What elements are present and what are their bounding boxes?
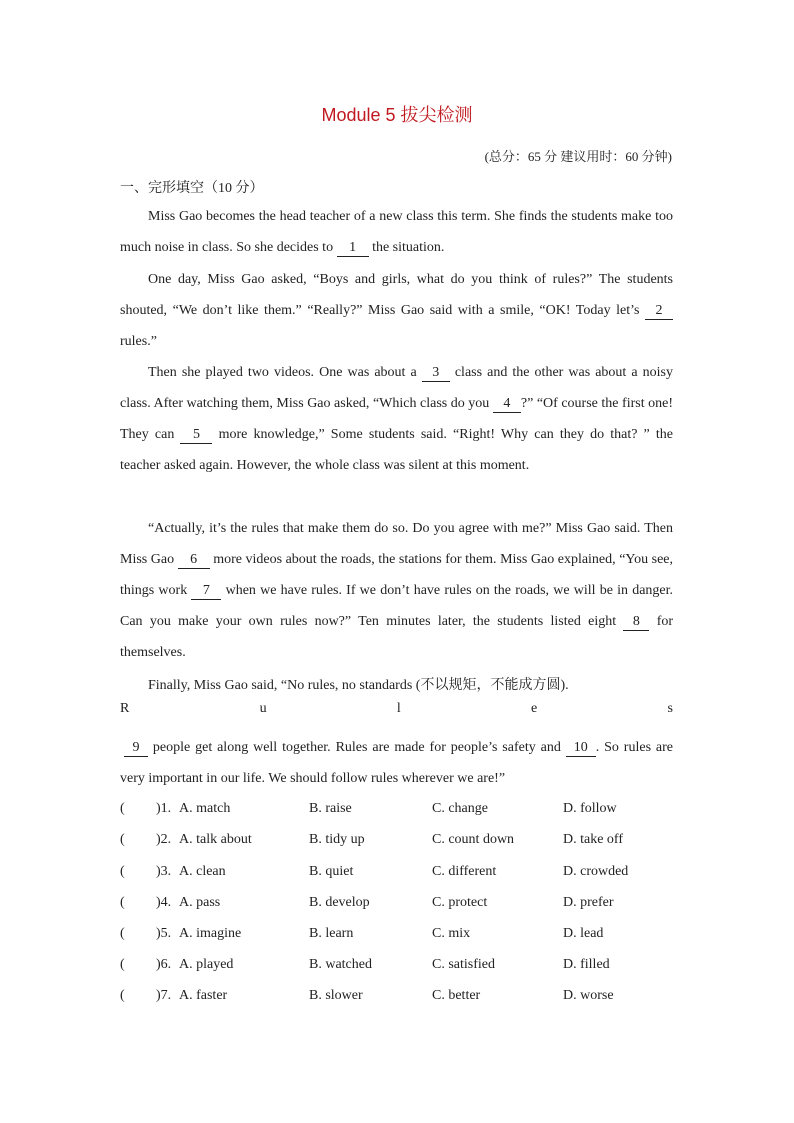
question-row [120, 988, 680, 1008]
question-number: )5. [156, 926, 172, 941]
option-d[interactable]: D. filled [563, 957, 610, 972]
text: more videos about the roads, the stations for them. Miss Gao explained, “You see, things work [120, 552, 674, 598]
paragraph-3 [120, 357, 673, 481]
option-d[interactable]: D. take off [563, 832, 623, 847]
option-a[interactable]: A. talk about [179, 832, 252, 847]
letter: u [259, 701, 267, 716]
option-b[interactable]: B. raise [309, 801, 352, 816]
option-a[interactable]: A. imagine [179, 926, 242, 941]
page-title: Module 5 拔尖检测 [321, 105, 473, 125]
score-time-info: (总分：65 分 建议用时：60 分钟) [484, 149, 672, 164]
text: the situation. [372, 240, 445, 255]
text: . So rules are very important in our life. We should follow rules wherever we are!” [120, 740, 673, 786]
text: class and the other was about a noisy class. After watching them, Miss Gao asked, “Which class do you [120, 365, 673, 411]
blank-10: 10 [566, 740, 596, 757]
question-row [120, 895, 680, 915]
option-b[interactable]: B. slower [309, 988, 363, 1003]
paragraph-2 [120, 264, 673, 357]
answer-paren[interactable]: ( [120, 864, 125, 879]
blank-2: 2 [645, 303, 673, 320]
option-c[interactable]: C. better [432, 988, 481, 1003]
answer-paren[interactable]: ( [120, 895, 125, 910]
blank-6: 6 [178, 552, 210, 569]
option-b[interactable]: B. develop [309, 895, 370, 910]
text: Then she played two videos. One was about a [148, 365, 417, 380]
text: when we have rules. If we don’t have rules on the roads, we will be in danger. Can you make your own rules now?” Ten minutes later, the students listed eight [120, 583, 674, 629]
question-number: )3. [156, 864, 172, 879]
question-number: )6. [156, 957, 172, 972]
option-d[interactable]: D. crowded [563, 864, 629, 879]
answer-paren[interactable]: ( [120, 926, 125, 941]
answer-paren[interactable]: ( [120, 988, 125, 1003]
question-row [120, 957, 680, 977]
question-row [120, 801, 680, 821]
option-c[interactable]: C. change [432, 801, 488, 816]
question-row [120, 864, 680, 884]
text: more knowledge,” Some students said. “Right! Why can they do that? ” the teacher asked again. However, the whole class was silent at this moment. [120, 427, 674, 473]
letter: l [396, 701, 401, 716]
option-a[interactable]: A. pass [179, 895, 221, 910]
option-a[interactable]: A. faster [179, 988, 228, 1003]
paragraph-1 [120, 201, 673, 263]
question-number: )7. [156, 988, 172, 1003]
question-number: )1. [156, 801, 172, 816]
option-d[interactable]: D. follow [563, 801, 617, 816]
letter: R [120, 701, 130, 716]
question-number: )2. [156, 832, 172, 847]
option-b[interactable]: B. learn [309, 926, 354, 941]
option-b[interactable]: B. watched [309, 957, 372, 972]
letter: e [531, 701, 538, 716]
blank-5: 5 [180, 427, 212, 444]
text: for themselves. [120, 614, 674, 660]
question-row [120, 926, 680, 946]
section-heading: 一、完形填空（10 分） [120, 181, 264, 196]
paragraph-5 [120, 670, 673, 701]
answer-paren[interactable]: ( [120, 801, 125, 816]
spread-letters-line [120, 701, 673, 717]
text: “Actually, it’s the rules that make them do so. Do you agree with me?” Miss Gao said. Then Miss Gao [120, 521, 673, 567]
blank-7: 7 [191, 583, 221, 600]
option-a[interactable]: A. match [179, 801, 231, 816]
text: Miss Gao becomes the head teacher of a new class this term. She finds the students make too much noise in class. So she decides to [120, 209, 673, 255]
option-c[interactable]: C. mix [432, 926, 471, 941]
blank-8: 8 [623, 614, 649, 631]
paragraph-4 [120, 513, 673, 668]
question-row [120, 832, 680, 852]
blank-1: 1 [337, 240, 369, 257]
option-d[interactable]: D. prefer [563, 895, 614, 910]
option-c[interactable]: C. satisfied [432, 957, 495, 972]
letter: s [667, 701, 673, 716]
option-d[interactable]: D. worse [563, 988, 614, 1003]
option-d[interactable]: D. lead [563, 926, 604, 941]
answer-paren[interactable]: ( [120, 957, 125, 972]
option-a[interactable]: A. played [179, 957, 234, 972]
text: One day, Miss Gao asked, “Boys and girls, what do you think of rules?” The students shouted, “We don’t like them.” “Really?” Miss Gao said with a smile, “OK! Today let’s [120, 272, 673, 318]
option-b[interactable]: B. tidy up [309, 832, 365, 847]
option-b[interactable]: B. quiet [309, 864, 354, 879]
blank-3: 3 [422, 365, 450, 382]
answer-paren[interactable]: ( [120, 832, 125, 847]
blank-4: 4 [493, 396, 521, 413]
option-c[interactable]: C. count down [432, 832, 515, 847]
option-a[interactable]: A. clean [179, 864, 226, 879]
text: ?” “Of course the first one! They can [120, 396, 674, 442]
option-c[interactable]: C. different [432, 864, 497, 879]
question-number: )4. [156, 895, 172, 910]
text: rules.” [120, 334, 157, 349]
option-c[interactable]: C. protect [432, 895, 488, 910]
blank-9: 9 [124, 740, 148, 757]
paragraph-6 [120, 732, 673, 794]
text: Finally, Miss Gao said, “No rules, no standards (不以规矩，不能成方圆). [148, 678, 569, 693]
text: people get along well together. Rules are made for people’s safety and [152, 740, 561, 755]
